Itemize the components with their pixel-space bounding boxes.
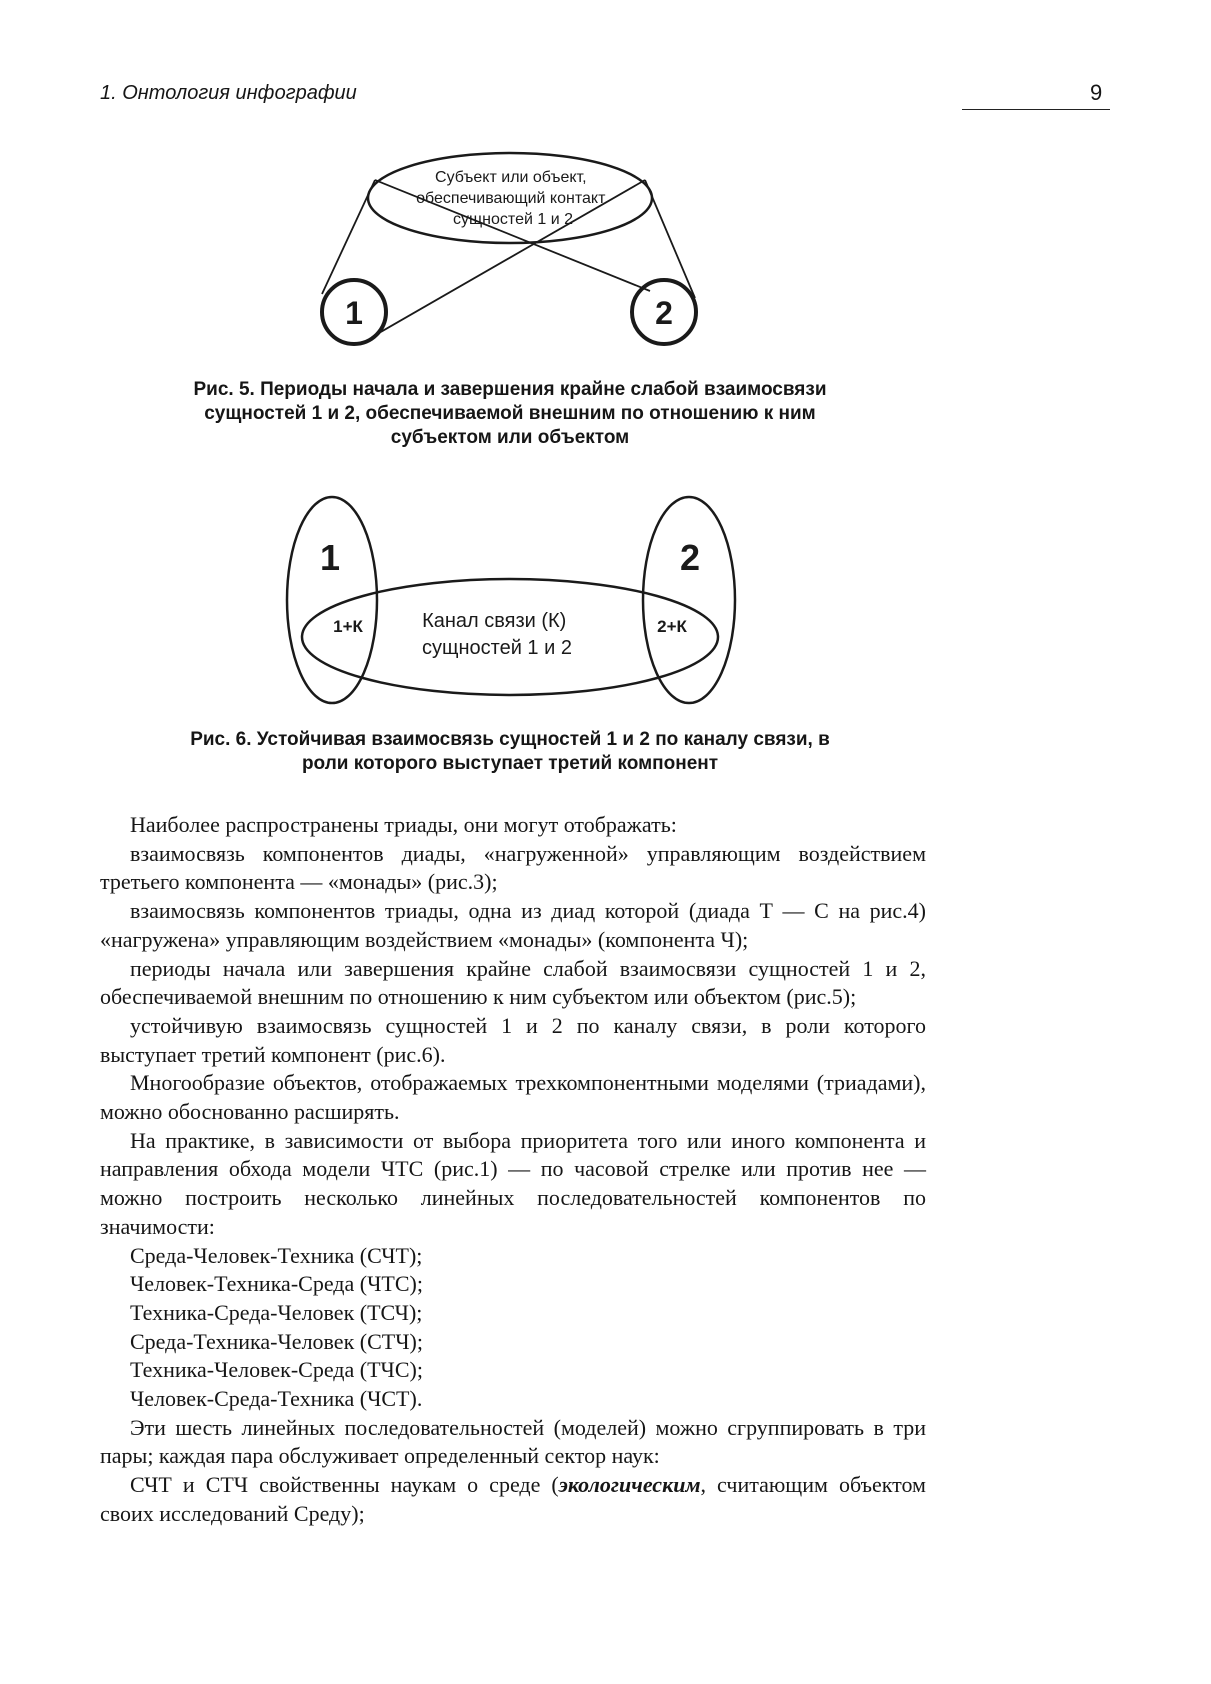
contact-label-line: Субъект или объект, <box>435 169 587 186</box>
entity-2-ellipse <box>643 497 735 703</box>
paragraph: На практике, в зависимости от выбора приоритета того или иного компонента и направления обхода модели ЧТС (рис.1) — по часовой стрелке или против нее — можно построить несколько линейных последовательностей компонентов по значимости: <box>100 1127 926 1239</box>
caption-line: субъектом или объектом <box>390 427 630 448</box>
paragraph: Многообразие объектов, отображаемых трехкомпонентными моделями (триадами), можно обоснованно расширять. <box>100 1070 926 1125</box>
contact-label-line: сущностей 1 и 2 <box>453 211 573 228</box>
node-2-label: 2 <box>655 295 673 331</box>
figure-6-diagram <box>0 0 1211 740</box>
page-number: 9 <box>1090 80 1103 105</box>
emphasis-text: экологическим <box>558 1472 701 1498</box>
contact-label-line: обеспечивающий контакт <box>416 190 606 207</box>
sequence-item: Среда-Человек-Техника (СЧТ); <box>130 1242 423 1268</box>
sequence-item: Человек-Среда-Техника (ЧСТ). <box>130 1386 423 1412</box>
sequence-item: Среда-Техника-Человек (СТЧ); <box>130 1328 423 1354</box>
sequence-item: Техника-Среда-Человек (ТСЧ); <box>130 1299 423 1325</box>
running-header-title: 1. Онтология инфографии <box>100 82 357 104</box>
sequence-item: Техника-Человек-Среда (ТЧС); <box>130 1357 423 1383</box>
body-text <box>100 811 926 1529</box>
entity-1-label: 1 <box>319 537 341 578</box>
paragraph: взаимосвязь компонентов диады, «нагруженной» управляющим воздействием третьего компонента — «монады» (рис.3); <box>100 840 926 895</box>
paragraph <box>100 1471 926 1528</box>
paragraph-text: , считающим объектом своих исследований Среду); <box>100 1472 926 1526</box>
entity-2-label: 2 <box>679 537 701 578</box>
paragraph: Эти шесть линейных последовательностей (моделей) можно сгруппировать в три пары; каждая пара обслуживает определенный сектор наук: <box>100 1414 926 1469</box>
paragraph-text: СЧТ и СТЧ свойственны наукам о среде ( <box>130 1472 559 1498</box>
overlap-1-label: 1+К <box>333 617 363 636</box>
overlap-2-label: 2+К <box>657 617 687 636</box>
paragraph: периоды начала или завершения крайне слабой взаимосвязи сущностей 1 и 2, обеспечиваемой внешним по отношению к ним субъектом или объектом (рис.5); <box>100 955 926 1010</box>
caption-line: Рис. 6. Устойчивая взаимосвязь сущностей 1 и 2 по каналу связи, в <box>190 729 830 750</box>
figure-6-caption <box>110 728 910 776</box>
paragraph: Наиболее распространены триады, они могут отображать: <box>130 812 677 837</box>
caption-line: сущностей 1 и 2, обеспечиваемой внешним по отношению к ним <box>204 403 816 424</box>
channel-label-line: сущностей 1 и 2 <box>422 637 572 659</box>
channel-label-line: Канал связи (К) <box>422 610 567 632</box>
sequence-item: Человек-Техника-Среда (ЧТС); <box>130 1271 423 1297</box>
paragraph: устойчивую взаимосвязь сущностей 1 и 2 по каналу связи, в роли которого выступает третий компонент (рис.6). <box>100 1012 926 1067</box>
entity-1-ellipse <box>287 497 377 703</box>
svg-text:Канал связи (К) сущностей <box>422 610 572 659</box>
caption-line: роли которого выступает третий компонент <box>301 753 719 774</box>
caption-line: Рис. 5. Периоды начала и завершения крайне слабой взаимосвязи <box>193 379 827 400</box>
paragraph: взаимосвязь компонентов триады, одна из диад которой (диада Т — С на рис.4) «нагружена» управляющим воздействием «монады» (компонента Ч); <box>100 898 926 952</box>
node-1-label: 1 <box>345 295 363 331</box>
